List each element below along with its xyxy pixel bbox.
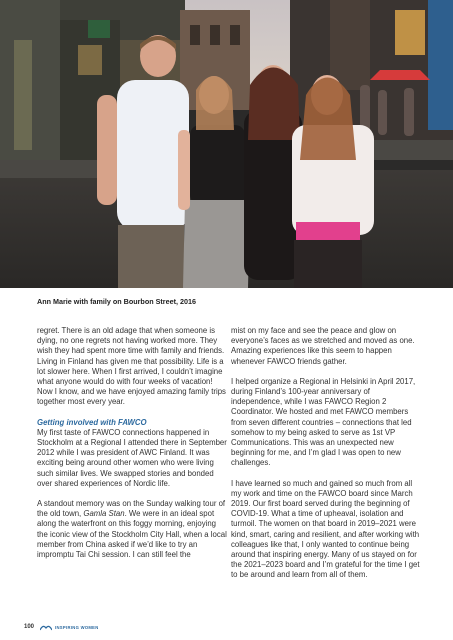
page-footer <box>24 622 99 632</box>
publication-logo <box>40 624 99 631</box>
street-scene-illustration <box>0 0 453 288</box>
paragraph <box>37 499 227 560</box>
paragraph: I have learned so much and gained so much from all my work and time on the FAWCO board since March 2019. Our first board served during the beginning of COVID-19. What a time of upheaval, isolation and turmoil. The women on that board in 2019–2021 were kind, smart, caring and resilient, and after working with colleagues like that, I only wanted to continue being around that inspiring energy. Many of us stayed on for the 2021–2023 board and I’m grateful for the time I get to be around and learn from all of them. <box>231 478 420 580</box>
text-run: A standout memory was on the Sunday walking tour of the old town, <box>37 499 226 519</box>
section-heading: Getting involved with FAWCO <box>37 417 147 427</box>
article-left-column <box>37 326 227 570</box>
photo-caption: Ann Marie with family on Bourbon Street, 2016 <box>37 297 196 306</box>
paragraph: regret. There is an old adage that when someone is dying, no one regrets not having worked more. They wish they had spent more time with family and friends. Living in Finland has given me that possibility. Life is a lot slower here. When I first arrived, I couldn’t imagine what anyone would do with four weeks of vacation! Now I know, and we have enjoyed amazing family trips together most every year. <box>37 326 226 407</box>
paragraph: I helped organize a Regional in Helsinki in April 2017, during Finland’s 100-year anniversary of independence, while I was FAWCO Region 2 Coordinator. We hosted and met FAWCO members from seven different countries – connections that led somehow to my being asked to serve as 1st VP Communications. This was an unexpected new beginning for me, and I’m glad I was open to new challenges. <box>231 376 416 468</box>
italic-place-name: Gamla Stan <box>83 509 125 519</box>
logo-icon <box>40 624 52 631</box>
text-run: . We were in an ideal spot along the waterfront on this foggy morning, enjoying the iconic view of the Stockholm City Hall, when a local member from China asked if we’d like to try an impromptu Tai Chi session. I can still feel the <box>37 509 227 560</box>
page-number: 100 <box>24 624 35 630</box>
paragraph: mist on my face and see the peace and glow on everyone’s faces as we stretched and moved as one. Amazing experiences like this seem to happen whenever FAWCO friends gather. <box>231 326 415 366</box>
family-photo <box>0 0 453 288</box>
publication-name: INSPIRING WOMEN <box>55 624 99 630</box>
article-right-column <box>231 326 421 591</box>
paragraph: My first taste of FAWCO connections happened in Stockholm at a Regional I attended there in September 2012 while I was president of AWC Finland. It was exciting being around other women who were living such similar lives. We swapped stories and bonded over shared experiences of Nordic life. <box>37 427 227 488</box>
